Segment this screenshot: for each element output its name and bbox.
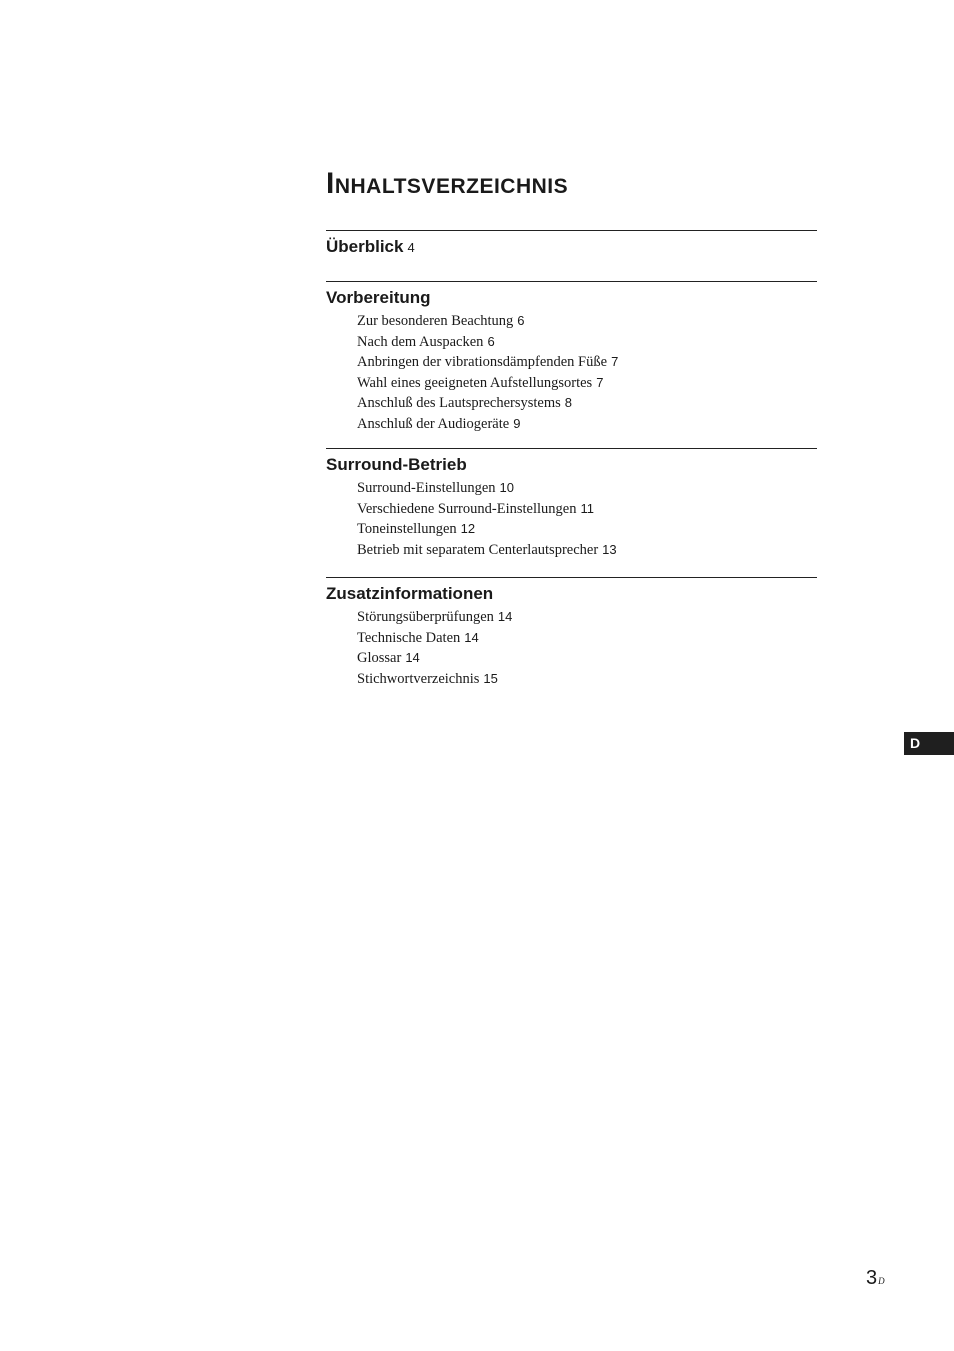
section-heading-label: Überblick (326, 237, 404, 256)
toc-item-page: 9 (513, 415, 521, 431)
toc-item-label: Anschluß des Lautsprechersystems (357, 395, 561, 412)
toc-item-page: 14 (464, 629, 479, 645)
toc-section-surround-betrieb (326, 448, 817, 560)
toc-section-heading[interactable] (326, 235, 817, 260)
toc-item-list (357, 607, 817, 689)
toc-item[interactable] (357, 332, 817, 353)
toc-item[interactable] (357, 352, 817, 373)
toc-item-label: Störungsüberprüfungen (357, 609, 494, 625)
toc-item-label: Surround-Einstellungen (357, 480, 496, 496)
section-page-number: 4 (407, 240, 415, 255)
toc-item-label: Verschiedene Surround-Einstellungen (357, 500, 577, 517)
toc-item-label: Anbringen der vibrationsdämpfenden Füße (357, 354, 608, 371)
toc-item-label: Stichwortverzeichnis (357, 670, 480, 687)
toc-item-page: 12 (460, 521, 476, 537)
section-heading-label: Zusatzinformationen (326, 584, 494, 603)
toc-item-page: 14 (497, 609, 513, 624)
toc-item-page: 13 (602, 541, 617, 557)
toc-item-list (357, 478, 817, 560)
toc-item[interactable] (357, 669, 817, 690)
toc-item-page: 15 (483, 670, 498, 686)
toc-item-page: 11 (580, 500, 594, 516)
toc-item[interactable] (357, 540, 817, 561)
section-heading-label: Surround-Betrieb (326, 455, 467, 474)
toc-item[interactable] (357, 648, 817, 669)
toc-item-page: 6 (487, 333, 495, 349)
toc-item[interactable] (357, 478, 817, 499)
toc-section-zusatzinformationen (326, 577, 817, 689)
toc-item-page: 7 (596, 374, 604, 390)
toc-item[interactable] (357, 414, 817, 435)
toc-item-page: 10 (499, 480, 515, 495)
toc-item-label: Anschluß der Audiogeräte (357, 415, 510, 432)
language-tab: D (904, 732, 954, 755)
section-heading-label: Vorbereitung (326, 288, 431, 307)
toc-item-label: Toneinstellungen (357, 521, 457, 538)
toc-item-page: 14 (405, 650, 420, 666)
toc-item-page: 8 (564, 395, 572, 411)
page-number-suffix: D (878, 1276, 885, 1286)
toc-section-ueberblick (326, 230, 817, 260)
toc-section-heading (326, 453, 817, 477)
toc-item-page: 7 (611, 354, 619, 370)
toc-item-list (357, 311, 817, 435)
toc-section-heading (326, 286, 817, 310)
toc-item-label: Zur besonderen Beachtung (357, 313, 514, 329)
toc-item-label: Nach dem Auspacken (357, 333, 484, 350)
toc-item-label: Betrieb mit separatem Centerlautsprecher (357, 541, 599, 558)
toc-item[interactable] (357, 373, 817, 394)
toc-item[interactable] (357, 499, 817, 520)
page-number-value: 3 (866, 1267, 878, 1289)
toc-item[interactable] (357, 311, 817, 332)
toc-item[interactable] (357, 628, 817, 649)
page-title: Inhaltsverzeichnis (326, 167, 569, 200)
toc-item-label: Glossar (357, 650, 402, 667)
toc-item-page: 6 (517, 313, 525, 328)
toc-section-vorbereitung (326, 281, 817, 435)
toc-item-label: Wahl eines geeigneten Aufstellungsortes (357, 374, 593, 391)
page-number (866, 1266, 885, 1290)
toc-item-label: Technische Daten (357, 629, 461, 646)
toc-item[interactable] (357, 519, 817, 540)
toc-item[interactable] (357, 607, 817, 628)
toc-item[interactable] (357, 393, 817, 414)
toc-section-heading (326, 582, 817, 606)
